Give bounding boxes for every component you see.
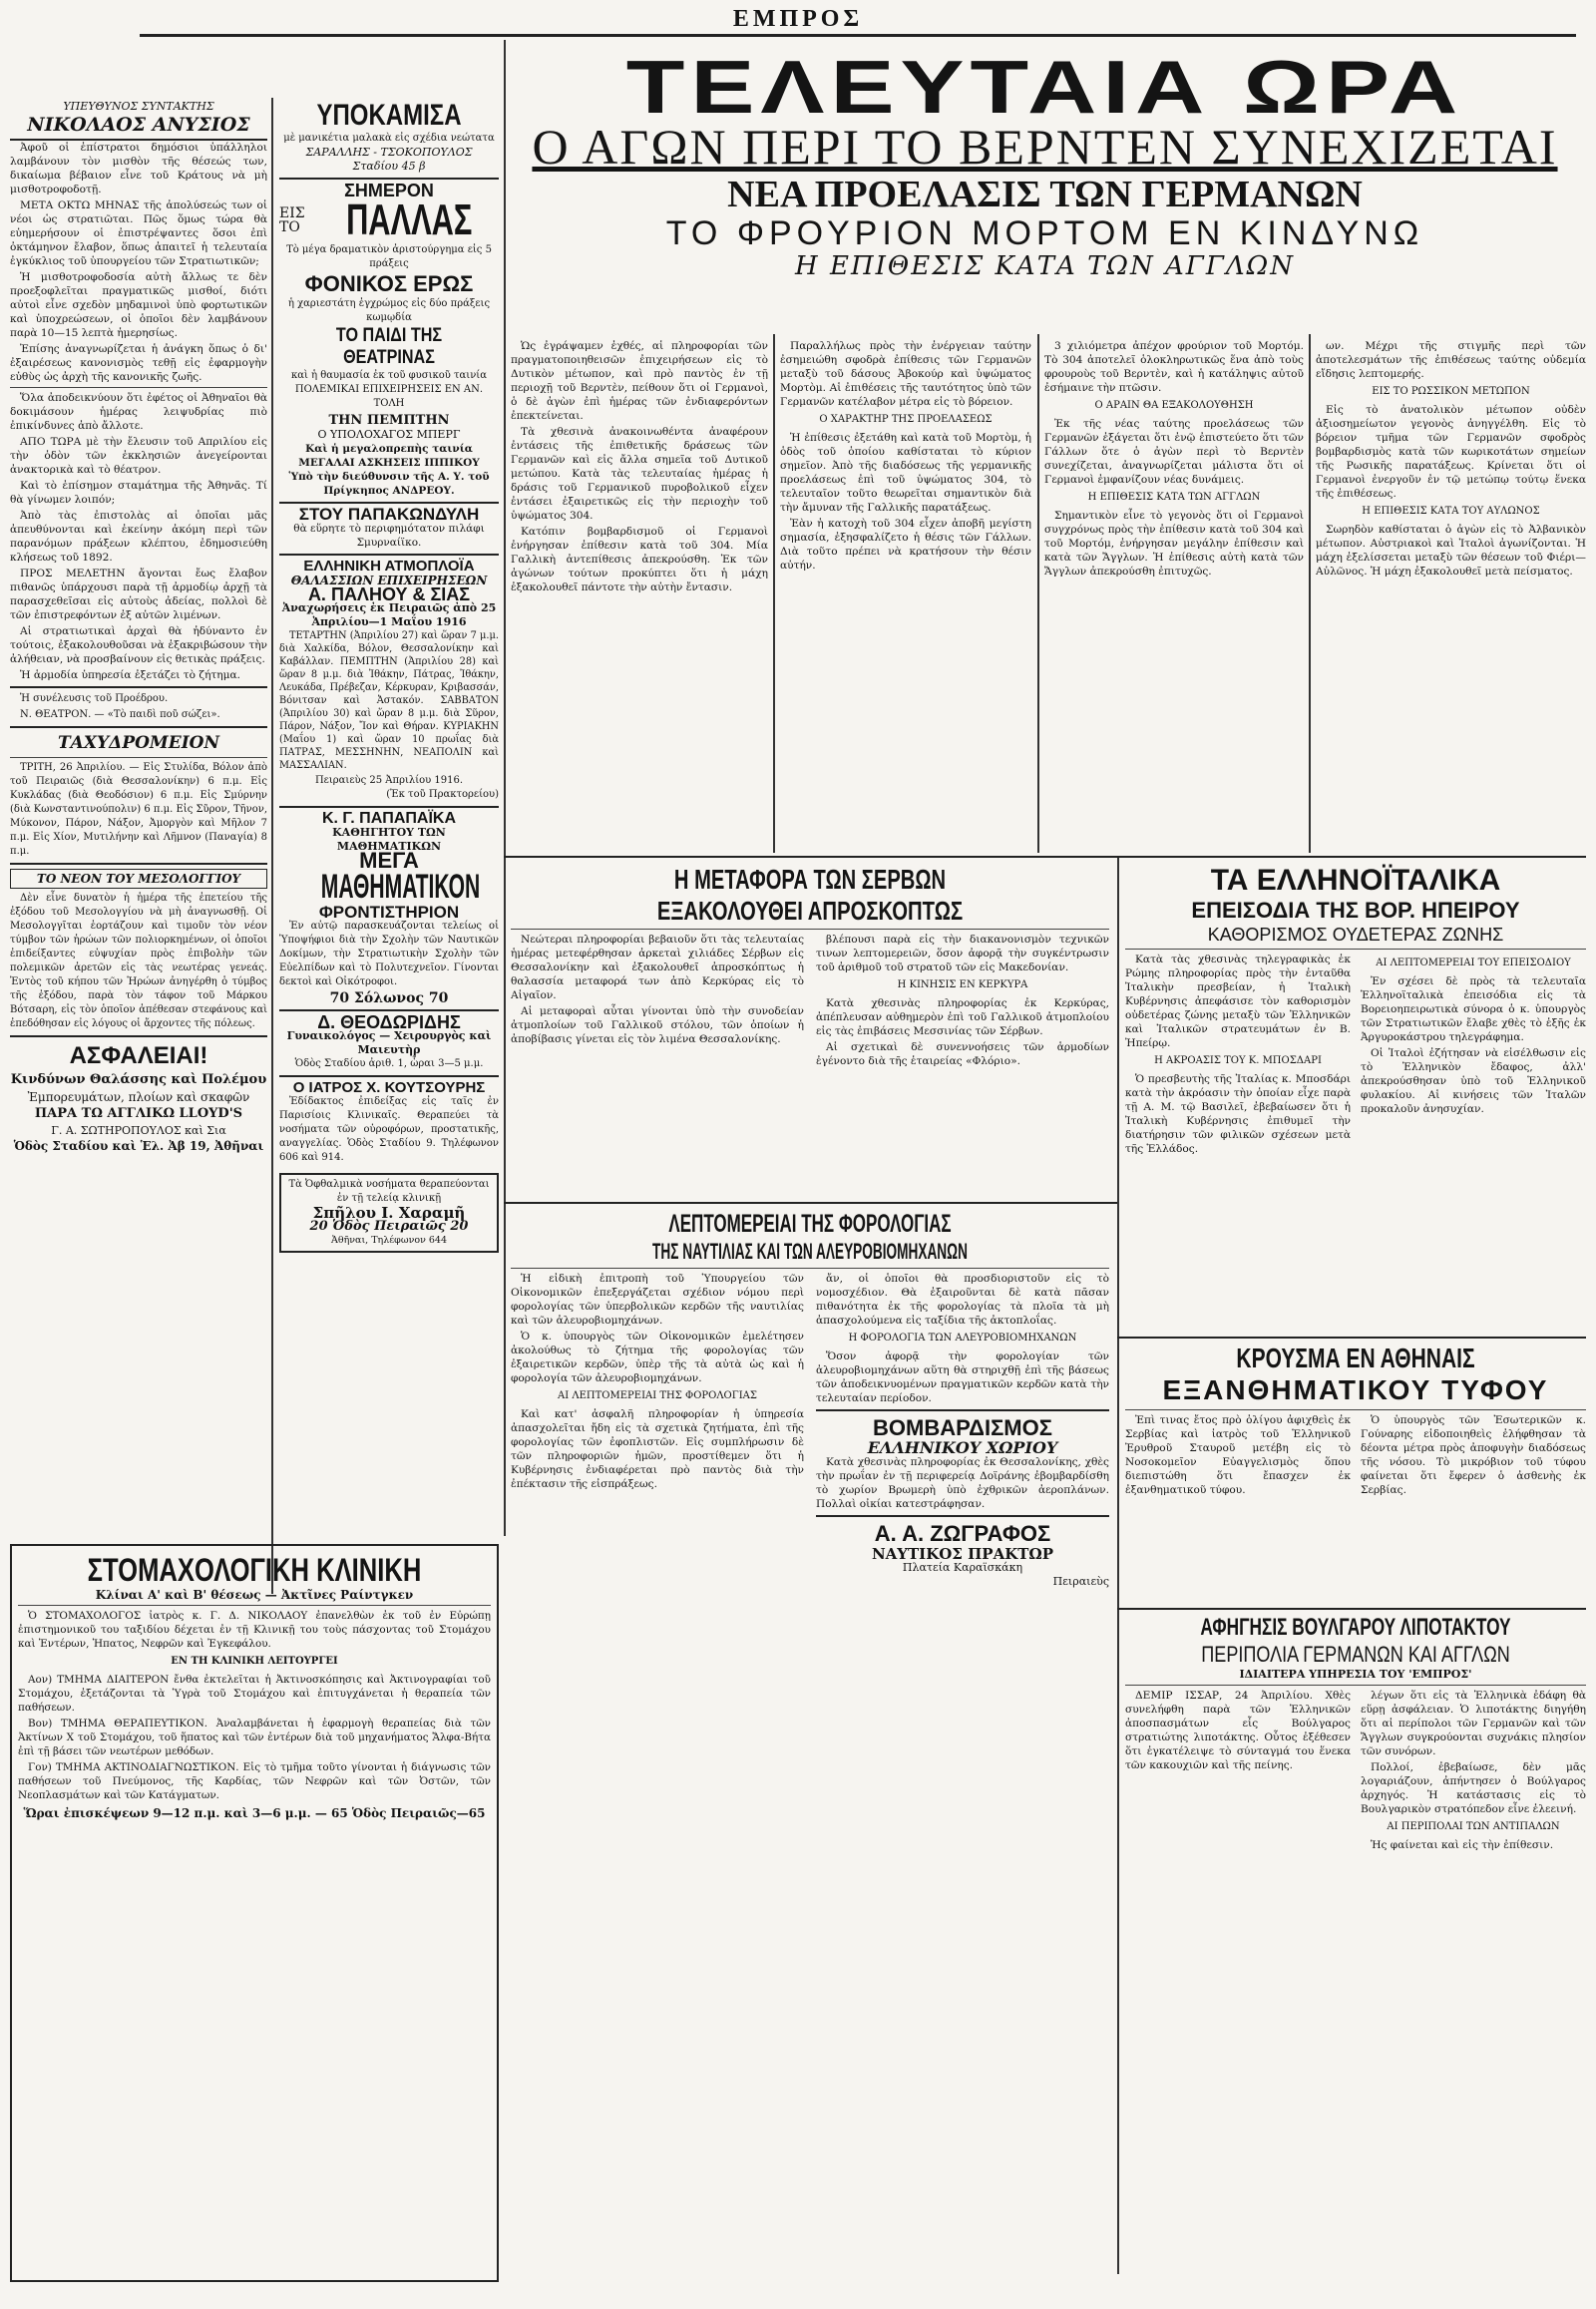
typhus-headline-1: ΚΡΟΥΣΜΑ ΕΝ ΑΘΗΝΑΙΣ <box>1236 1343 1475 1373</box>
thursday-sub: Ο ΥΠΟΛΟΧΑΓΟΣ ΜΠΕΡΓ <box>317 428 461 441</box>
divider <box>279 1075 499 1077</box>
agent-city: Πειραιεὺς <box>1052 1575 1109 1588</box>
math-big: ΜΑΘΗΜΑΤΙΚΟΝ <box>320 868 481 906</box>
subheading: Η ΑΚΡΟΑΣΙΣ ΤΟΥ Κ. ΜΠΟΣΔΑΡΙ <box>1154 1055 1322 1066</box>
insurance-line: ΠΑΡΑ ΤΩ ΑΓΓΛΙΚΩ LLOYD'S <box>34 1106 243 1121</box>
serb-col <box>816 933 1109 1070</box>
shipping-date: Πειραιεὺς 25 Ἀπριλίου 1916. <box>314 775 464 786</box>
epirus-article <box>1125 864 1586 1333</box>
doctor-addr: Ὁδὸς Σταδίου ἀριθ. 1, ὧραι 3—5 μ.μ. <box>294 1058 484 1069</box>
serb-headline-1: Η ΜΕΤΑΦΟΡΑ ΤΩΝ ΣΕΡΒΩΝ <box>673 864 947 895</box>
pallas-sub: Τὸ μέγα δραματικὸν ἀριστούργημα εἰς 5 πράξεις <box>286 244 492 269</box>
paragraph: Αἱ σχετικαὶ δὲ συνεννοήσεις τῶν ἁρμοδίων ἐγένοντο διὰ τῆς ἑταιρείας «Φλόριο». <box>816 1041 1109 1067</box>
typhus-article <box>1125 1343 1586 1602</box>
headline-agon: Ο ΑΓΩΝ ΠΕΡΙ ΤΟ ΒΕΡΝΤΕΝ ΣΥΝΕΧΙΖΕΤΑΙ <box>532 119 1558 175</box>
film-title: ΤΟ ΠΑΙΔΙ ΤΗΣ ΘΕΑΤΡΙΝΑΣ <box>335 325 443 368</box>
subheading: Η ΕΠΙΘΕΣΙΣ ΚΑΤΑ ΤΟΥ ΑΥΛΩΝΟΣ <box>1362 506 1540 517</box>
divider <box>18 1605 491 1606</box>
paragraph: Ὅσον ἀφορᾷ τὴν φορολογίαν τῶν ἀλευροβιομηχάνων αὕτη θὰ στηριχθῇ ἐπὶ τῆς βάσεως τῶν ἀποδεικνυομένων πραγματικῶν κερδῶν κατὰ τὴν τελευταίαν περίοδον. <box>816 1350 1109 1404</box>
eye-line: Σπῆλου Ι. Χαραμῆ <box>312 1204 466 1222</box>
divider <box>1125 1685 1586 1686</box>
epirus-body <box>1125 953 1586 1158</box>
shipping-title: ΕΛΛΗΝΙΚΗ ΑΤΜΟΠΛΟΪΑ <box>303 558 475 575</box>
eye-line: Ἀθῆναι, Τηλέφωνον 644 <box>330 1235 448 1246</box>
doctor-text: Ἐδίδακτος ἐπιδείξας εἰς ταῖς ἐν Παρισίοις Κλινικαῖς. Θεραπεύει τὰ νοσήματα τῶν οὐροφόρων, προστατικῆς, αναγγελίας. Ὁδὸς Σταδίου 9. Τηλέφωνον 606 καὶ 914. <box>279 1096 499 1163</box>
agent-name: Α. Α. ΖΩΓΡΑΦΟΣ <box>874 1521 1051 1546</box>
divider <box>10 1035 267 1037</box>
headline-frourion: ΤΟ ΦΡΟΥΡΙΟΝ ΜΟΡΤΟΜ ΕΝ ΚΙΝΔΥΝΩ <box>665 214 1424 252</box>
paragraph: Ἐπὶ τινας ἔτος πρὸ ὀλίγου ἀφιχθεὶς ἐκ Σερβίας καὶ ἰατρὸς τοῦ Ἑλληνικοῦ Ἐρυθροῦ Σταυροῦ μετέβη εἰς τὸ Νοσοκομεῖον Εὐαγγελισμὸς ὅπου διεπιστώθη ὅτι ἔπασχεν ἐκ ἐξανθηματικοῦ τύφου. <box>1125 1414 1351 1496</box>
divider <box>511 929 1109 930</box>
headline-teleutaia: ΤΕΛΕΥΤΑΙΑ ΩΡΑ <box>625 45 1464 130</box>
epirus-headline-3: ΚΑΘΟΡΙΣΜΟΣ ΟΥΔΕΤΕΡΑΣ ΖΩΝΗΣ <box>1207 925 1504 945</box>
typhus-headline-2: ΕΞΑΝΘΗΜΑΤΙΚΟΥ ΤΥΦΟΥ <box>1162 1374 1549 1405</box>
serb-headline-2: ΕΞΑΚΟΛΟΥΘΕΙ ΑΠΡΟΣΚΟΠΤΩΣ <box>656 896 964 926</box>
bulgar-col <box>1361 1689 1586 1854</box>
film-sub: ἡ χαριεστάτη ἐγχρώμος εἰς δύο πράξεις κωμῳδία <box>287 298 491 323</box>
bulgar-headline-3: ΙΔΙΑΙΤΕΡΑ ΥΠΗΡΕΣΙΑ ΤΟΥ 'ΕΜΠΡΟΣ' <box>1239 1668 1472 1681</box>
eye-line: 20 Ὁδὸς Πειραιῶς 20 <box>309 1219 469 1234</box>
paragraph: Ὁ πρεσβευτὴς τῆς Ἰταλίας κ. Μποσδάρι κατὰ τὴν ἀκρόασιν τὴν ὁποίαν εἶχε παρὰ τῇ Α. Μ. τῷ Βασιλεῖ, ἐβεβαίωσεν ὅτι ἡ Ἰταλικὴ Κυβέρνησις ἐπιθυμεῖ τὴν διατήρησιν τῶν φιλικῶν σχέσεων μετὰ τῆς Ἑλλάδος. <box>1125 1073 1351 1155</box>
shipping-dates: Ἀναχωρήσεις ἐκ Πειραιῶς ἀπὸ 25 Ἀπριλίου—1 Μαΐου 1916 <box>281 601 497 628</box>
paragraph: ΑΠΟ ΤΩΡΑ μὲ τὴν ἔλευσιν τοῦ Απριλίου εἰς τὴν ὁδὸν τῶν ἐκκλησιῶν ἀνεγείρονται ἀνακτορικὰ καὶ τὸ θέατρον. <box>10 436 267 476</box>
clinic-ad <box>10 1544 499 2282</box>
subheading: ΑΙ ΠΕΡΙΠΟΛΑΙ ΤΩΝ ΑΝΤΙΠΑΛΩΝ <box>1387 1821 1560 1832</box>
math-mega: ΜΕΓΑ <box>359 848 419 873</box>
subheading: Η ΕΠΙΘΕΣΙΣ ΚΑΤΑ ΤΩΝ ΑΓΓΛΩΝ <box>1087 492 1261 503</box>
bulgar-body <box>1125 1689 1586 1854</box>
bomb-headline-2: ΕΛΛΗΝΙΚΟΥ ΧΩΡΙΟΥ <box>867 1438 1058 1457</box>
divider <box>10 726 267 728</box>
paragraph: Ἡ μισθοτροφοδοσία αὐτὴ ἄλλως τε δὲν προεξοφλεῖται πραγματικῶς μισθοί, διότι αὐτοὶ εἶνε σχεδὸν μηδαμινοὶ ὑπὸ φορτωτικῶν καὶ ὑποχρεώσεων, οἱ ὁποῖοι δὲν λαμβάνουν παρὰ 10—15 λεπτὰ ἡμερησίως. <box>10 271 267 339</box>
math-name: Κ. Γ. ΠΑΠΑΠΑΪΚΑ <box>321 810 457 827</box>
bulgar-headline-2: ΠΕΡΙΠΟΛΙΑ ΓΕΡΜΑΝΩΝ ΚΑΙ ΑΓΓΛΩΝ <box>1201 1642 1510 1667</box>
restaurant-title: ΣΤΟΥ ΠΑΠΑΚΩΝΔΥΛΗ <box>298 505 480 524</box>
clinic-text: Γον) ΤΜΗΜΑ ΑΚΤΙΝΟΔΙΑΓΝΩΣΤΙΚΟΝ. Εἰς τὸ τμῆμα τοῦτο γίνονται ἡ διάγνωσις τῶν παθήσεων τοῦ Πνεύμονος, τῆς Καρδίας, τῶν Νεφρῶν καὶ τῶν Ὀστῶν, τῶν Νεοπλασμάτων καὶ τῶν Κατάγματων. <box>18 1761 491 1801</box>
ad-shirts-sub: μὲ μανικέτια μαλακὰ εἰς σχέδια νεώτατα <box>283 133 495 144</box>
paragraph: Νεώτεραι πληροφορίαι βεβαιοῦν ὅτι τὰς τελευταίας ἡμέρας μετεφέρθησαν ἀρκεταὶ χιλιάδες Σέρβων εἰς Θεσσαλονίκην καὶ ἐξακολουθεῖ ἀπροσκόπτως ἡ θαλασσία μεταφορά των ἀπὸ Κερκύρας εἰς τὸ Αἰγαῖον. <box>511 934 804 1001</box>
pallas-title: ΠΑΛΛΑΣ <box>345 195 472 244</box>
paragraph: ἄν, οἱ ὁποῖοι θὰ προσδιοριστοῦν εἰς τὸ νομοσχέδιον. Θὰ ἐξαιροῦνται δὲ κατὰ πᾶσαν πιθανότητα ἐκ τῆς φορολογίας τὰ πλοῖα τὰ μὴ ἀπασχολούμενα εἰς ταξίδια τῆς ἀκτοπλοΐας. <box>816 1273 1109 1327</box>
bulgar-col <box>1125 1689 1351 1854</box>
today-label: ΣΗΜΕΡΟΝ <box>344 181 434 200</box>
subheading: Ο ΑΡΑΙΝ ΘΑ ΕΞΑΚΟΛΟΥΘΗΣΗ <box>1094 400 1254 411</box>
epirus-headline-2: ΕΠΕΙΣΟΔΙΑ ΤΗΣ ΒΟΡ. ΗΠΕΙΡΟΥ <box>1191 898 1520 923</box>
paragraph: Κατὰ τὰς χθεσινὰς τηλεγραφικὰς ἐκ Ρώμης πληροφορίας πρὸς τὴν ἐνταῦθα Ἰταλικὴν πρεσβείαν, ἡ Ἰταλικὴ Κυβέρνησις ἀπεφάσισε τὸν καθορισμὸν οὐδετέρας ζώνης μεταξὺ τῶν Ἑλληνικῶν καὶ Ἰταλικῶν στρατευμάτων ἐν Β. Ἠπείρῳ. <box>1125 954 1351 1049</box>
paragraph: Κατὰ χθεσινὰς πληροφορίας ἐκ Κερκύρας, ἀπέπλευσαν αὐθημερὸν ἐπὶ τοῦ Γαλλικοῦ ἀτμοπλοίου εἰς τὰς ἐπιβάσεις Μεσσινίας τῶν Σέρβων. <box>816 997 1109 1037</box>
epirus-col <box>1361 953 1586 1158</box>
divider <box>816 1515 1109 1517</box>
meso-text: Δὲν εἶνε δυνατὸν ἡ ἡμέρα τῆς ἐπετείου τῆς ἐξόδου τοῦ Μεσολογγίου νὰ μὴ ἀναγνωσθῇ. Οἱ Μεσολογγῖται ἑορτάζουν καὶ τιμοῦν τὸν νέον τύμβον τῶν ἡρώων τῶν πολιορκημένων, οἱ ὁποῖοι ἐπιδείξαντες εὐψυχίαν πρὸς ἐπιβολὴν τῶν πολεμικῶν ἀρετῶν εἰς τὰς νεωτέρας γενεάς. Ἐντὸς τοῦ κήπου τῶν Ἡρώων ἀνηγέρθη ὁ τύμβος τῆς ἐξόδου, παρὰ τὸν τάφον τοῦ Μάρκου Βότσαρη, εἰς τὸν ὁποῖον ἀπέθεσαν στεφάνους καὶ ἐπεδόθησαν εἰς λόγους οἱ ἄρχοντες τῆς πόλεως. <box>10 893 267 1029</box>
column-rule <box>1117 858 1119 2274</box>
pallas-row <box>279 197 499 243</box>
section-rule <box>1117 1337 1586 1339</box>
post-text: ΤΡΙΤΗ, 26 Ἀπριλίου. — Εἰς Στυλίδα, Βόλον ἀπὸ τοῦ Πειραιῶς (διὰ Θεσσαλονίκην) 6 π.μ. Εἰς Κυκλάδας (διὰ Θεοδόσιον) 6 π.μ. Εἰς Σμύρνην (διὰ Κωνσταντινούπολιν) 6 π.μ. Εἰς Σῦρον, Τῆνον, Μύκονον, Πάρον, Νάξον, Ἀμοργὸν καὶ Μῆλον 7 π.μ. Εἰς Χίον, Μυτιλήνην καὶ Λῆμνον (Παναγία) 8 π.μ. <box>10 762 267 857</box>
eye-clinic-box <box>279 1173 499 1253</box>
paragraph: Ἡ ἐπίθεσις ἐξετάθη καὶ κατὰ τοῦ Μορτὸμ, ἡ ὁδὸς τοῦ ὁποίου καθίσταται τὸ κύριον σημεῖον. Ἀπὸ τῆς διαδόσεως τῆς γερμανικῆς προελάσεως ἐπὶ τοῦ ὑψώματος 304, τὸ τελευταῖον τοῦτο θεωρεῖται σημαντικὸν διὰ τὴν ἄμυναν τῆς Γαλλικῆς παρατάξεως. <box>780 432 1031 514</box>
lead-col-1 <box>511 339 768 848</box>
divider <box>10 757 267 758</box>
shipping-company: Α. ΠΑΛΗΟΥ & ΣΙΑΣ <box>307 584 471 604</box>
paragraph: Σημαντικὸν εἶνε τὸ γεγονὸς ὅτι οἱ Γερμανοὶ συγχρόνως πρὸς τὴν ἐπίθεσιν κατὰ τοῦ 304 καὶ τοῦ Μορτόμ, ἐνήργησαν μεγάλην ἐπίθεσιν καὶ κατὰ τῶν Ἄγγλων. Ἡ ἐπίθεσις αὐτὴ κατὰ τῶν Ἄγγλων ἀπεκρούσθη ἐπιτυχῶς. <box>1044 510 1304 577</box>
clinic-title: ΣΤΟΜΑΧΟΛΟΓΙΚΗ ΚΛΙΝΙΚΗ <box>87 1552 422 1588</box>
paragraph: Ἀφοῦ οἱ ἐπίστρατοι δημόσιοι ὑπάλληλοι λαμβάνουν τὸν μισθὸν τῆς θέσεώς των, δικαίωμα βέβαιον εἶνε τοῦ Κράτους νὰ μὴ μισθοτροφοδοτῇ. <box>10 142 267 195</box>
thursday-sub: Καὶ ἡ μεγαλοπρεπὴς ταινία ΜΕΓΑΛΑΙ ΑΣΚΗΣΕΙΣ ΙΠΠΙΚΟΥ <box>298 443 480 469</box>
math-fr: ΦΡΟΝΤΙΣΤΗΡΙΟΝ <box>318 903 460 922</box>
paragraph: ων. Μέχρι τῆς στιγμῆς περὶ τῶν ἀποτελεσμάτων τῆς ἐπιθέσεως ταύτης οὐδεμία εἴδησις λεπτομερής. <box>1316 340 1586 380</box>
paragraph: Παραλλήλως πρὸς τὴν ἐνέργειαν ταύτην ἐσημειώθη σφοδρὰ ἐπίθεσις τῶν Γερμανῶν μεταξὺ τοῦ δάσους Ἀβοκούρ καὶ ὑψώματος Μορτὸμ. Αἱ ἐπιθέσεις τῆς ταυτότητος ὑπὸ τῶν Γερμανῶν κατέλαβον μέτρα εἰς τὸ βόρειον. <box>780 340 1031 408</box>
lead-col-2 <box>780 339 1031 848</box>
paragraph: Ὅλα ἀποδεικνύουν ὅτι ἐφέτος οἱ Ἀθηναῖοι θὰ δοκιμάσουν ἡμέρας λειψυδρίας πιὸ ἐπικίνδυνες ἀπὸ ἄλλοτε. <box>10 392 267 432</box>
paragraph: Αἱ μεταφοραὶ αὗται γίνονται ὑπὸ τὴν συνοδείαν ἀτμοπλοίων τοῦ Γαλλικοῦ στόλου, τῶν ὁποίων ἡ ἀποβίβασις γίνεται εἰς τὸν λιμένα Θεσσαλονίκης. <box>511 1005 804 1045</box>
paragraph: Ἐν σχέσει δὲ πρὸς τὰ τελευταῖα Ἑλληνοϊταλικὰ ἐπεισόδια εἰς τὰ Βορειοηπειρωτικὰ σύνορα ὁ κ. ὑπουργὸς τῶν Στρατιωτικῶν ἔλαβε χθὲς τὸ ἑξῆς ἐκ Ἀργυροκάστρου τηλεγράφημα. <box>1361 975 1586 1043</box>
paragraph: Τὰ χθεσινὰ ἀνακοινωθέντα ἀναφέρουν ἐντάσεις τῆς ἐπιθετικῆς δράσεως τῶν Γερμανῶν καὶ εἰς ἄλλα σημεῖα τοῦ Δυτικοῦ μετώπου. Κατὰ τὰς τελευταίας ἡμέρας ἡ δράσις τοῦ Γερμανικοῦ πυροβολικοῦ εἶχεν ἐντάσει ἐξαιρετικῶς εἰς τὴν περιοχὴν τοῦ ὑψώματος 304. <box>511 426 768 522</box>
typhus-body <box>1125 1413 1586 1499</box>
divider <box>1125 1409 1586 1410</box>
paragraph: Ὁ κ. ὑπουργὸς τῶν Οἰκονομικῶν ἐμελέτησεν ἀκολούθως τὸ ζήτημα τῆς φορολογίας τῶν ἐξαιρετικῶν κερδῶν, ὑπὲρ τῆς τὰ αὐτὰ ὡς καὶ ἡ φορολογία τῶν ἀλευροβιομηχάνων. <box>511 1331 804 1384</box>
lead-col-4 <box>1316 339 1586 848</box>
paragraph: ΜΕΤΑ ΟΚΤΩ ΜΗΝΑΣ τῆς ἀπολύσεώς των οἱ νέοι ὡς στρατιῶται. Πῶς ὅμως τώρα θὰ εὐημερήσουν οἱ ἐπιστρέψαντες ὅσοι ἐπὶ ὀκτάμηνον ἔλαβον, ὅπως ἀπαιτεῖ ἡ τελευταία ἐγκύκλιος τοῦ ὑπουργείου τῶν Στρατιωτικῶν; <box>10 199 267 267</box>
column-rule <box>773 334 775 853</box>
insurance-line: Ὁδὸς Σταδίου καὶ Ἑλ. Ἀβ 19, Ἀθῆναι <box>13 1139 264 1153</box>
paragraph: ΔΕΜΙΡ ΙΣΣΑΡ, 24 Ἀπριλίου. Χθὲς συνελήφθη παρὰ τῶν Ἑλληνικῶν ἀποσπασμάτων εἷς Βούλγαρος στρατιώτης λιποτάκτης. Οὗτος ἐξέθεσεν ὅτι ἐγκατέλειψε τὸ σύνταγμά του ἕνεκα τῶν κακουχιῶν καὶ τῆς πείνης. <box>1125 1690 1351 1771</box>
paragraph: Εἰς τὸ ἀνατολικὸν μέτωπον οὐδὲν ἀξιοσημείωτον γεγονὸς ἀνηγγέλθη. Εἰς τὸ βόρειον τμῆμα τῶν Γερμανῶν σφοδρὸς βομβαρδισμὸς κατὰ τῶν κωρικοτάτων σημείων τῆς Ρωσικῆς παρατάξεως. Κρίνεται ὅτι οἱ Γερμανοὶ ἐνεργοῦν ἐν τῷ μετώπῳ τούτῳ ἕνεκα τῆς ἐπιθέσεως. <box>1316 404 1586 500</box>
bulgar-headline-1: ΑΦΗΓΗΣΙΣ ΒΟΥΛΓΑΡΟΥ ΛΙΠΟΤΑΚΤΟΥ <box>1200 1614 1511 1641</box>
insurance-title: ΑΣΦΑΛΕΙΑΙ! <box>69 1042 208 1069</box>
paragraph: Ἐπίσης ἀναγνωρίζεται ἡ ἀνάγκη ὅπως ὁ δι' ἐξαιρέσεως κανονισμὸς τεθῇ εἰς ἐφαρμογὴν εὐθὺς ὡς ἀρχὴ τῆς κανονικῆς ζωῆς. <box>10 343 267 383</box>
epirus-col <box>1125 953 1351 1158</box>
divider <box>10 387 267 388</box>
serb-body <box>511 933 1109 1070</box>
paragraph: Οἱ Ἰταλοὶ ἐζήτησαν νὰ εἰσέλθωσιν εἰς τὸ Ἑλληνικὸν ἔδαφος, ἀλλ' ἀπεκρούσθησαν ὑπὸ τοῦ Ἑλληνικοῦ φυλακίου. Αἱ κινήσεις τῶν Ἰταλῶν προκαλοῦν ἀνησυχίαν. <box>1361 1047 1586 1115</box>
lead-col-3 <box>1044 339 1304 848</box>
paragraph: Κατὰ χθεσινὰς πληροφορίας ἐκ Θεσσαλονίκης, χθὲς τὴν πρωΐαν ἐν τῇ περιφερείᾳ Δοϊράνης ἐβομβαρδίσθη τὸ χωρίον Βρωμερὴ ὑπὸ ἐχθρικῶν ἀεροπλάνων. Πολλαὶ οἰκίαι κατεστράφησαν. <box>816 1456 1109 1510</box>
paragraph: Καὶ τὸ ἐπίσημον σταμάτημα τῆς Ἀθηνᾶς. Τί θὰ γίνωμεν λοιπόν; <box>10 480 267 506</box>
subheading: ΕΝ ΤΗ ΚΛΙΝΙΚΗ ΛΕΙΤΟΥΡΓΕΙ <box>171 1656 338 1667</box>
subheading: Ο ΧΑΡΑΚΤΗΡ ΤΗΣ ΠΡΟΕΛΑΣΕΩΣ <box>819 414 993 425</box>
section-rule <box>504 856 1586 858</box>
ad-shirts-title: ΥΠΟΚΑΜΙΣΑ <box>316 100 462 132</box>
paragraph: Ἡ ἁρμοδία ὑπηρεσία ἐξετάζει τὸ ζήτημα. <box>20 669 241 681</box>
tax-col <box>511 1272 804 1589</box>
paragraph: Ὁ ὑπουργὸς τῶν Ἐσωτερικῶν κ. Γούναρης εἰδοποιηθεὶς ἐλήφθησαν τὰ δέοντα μέτρα πρὸς ἀποφυγὴν διαδόσεως τῆς νόσου. Τὸ μικρόβιον τοῦ τύφου φαίνεται ὅτι ἔφερεν ὁ ἀσθενὴς ἐκ Σερβίας. <box>1361 1414 1586 1496</box>
divider <box>816 1409 1109 1411</box>
typhus-col <box>1361 1413 1586 1499</box>
thursday-label: ΤΗΝ ΠΕΜΠΤΗΝ <box>328 413 450 428</box>
paragraph: Καὶ κατ' ἀσφαλῆ πληροφορίαν ἡ ὑπηρεσία ἀπασχολεῖται ἤδη εἰς τὰ σχετικὰ ζητήματα, ἐπὶ τῆς φορολογίας τῶν ἐφοπλιστῶν. Εἰς συμπλήρωσιν δὲ τῶν πληροφοριῶν ἡμῶν, προστίθεμεν ὅτι ἡ Κυβέρνησις ἐνδιαφέρεται πρὸ παντὸς διὰ τὴν ἐπέκτασιν τῆς εἰσπράξεως. <box>511 1408 804 1490</box>
tax-article <box>511 1209 1109 2286</box>
divider <box>279 806 499 808</box>
column-1 <box>10 100 267 1566</box>
divider <box>10 863 267 865</box>
insurance-line: Κινδύνων Θαλάσσης καὶ Πολέμου <box>10 1072 267 1087</box>
subheading: Η ΚΙΝΗΣΙΣ ΕΝ ΚΕΡΚΥΡΑ <box>897 979 1028 990</box>
doctor-sub: Γυναικολόγος — Χειρουργὸς καὶ Μαιευτὴρ <box>286 1029 492 1056</box>
doctor-name: Ο ΙΑΤΡΟΣ Χ. ΚΟΥΤΣΟΥΡΗΣ <box>292 1079 486 1096</box>
tax-headline-2: ΤΗΣ ΝΑΥΤΙΛΙΑΣ ΚΑΙ ΤΩΝ ΑΛΕΥΡΟΒΙΟΜΗΧΑΝΩΝ <box>652 1239 968 1264</box>
paragraph: Αἱ στρατιωτικαὶ ἀρχαὶ θὰ ἠδύναντο ἐν τούτοις, ἐξακολουθοῦσαι νὰ ἐξακριβώσουν τὴν ἀλήθειαν, νὰ προσβαίνουν εἰς θετικὰς πράξεις. <box>10 625 267 665</box>
paragraph: Ἀπὸ τὰς ἐπιστολὰς αἱ ὁποῖαι μᾶς ἀπευθύνονται καὶ ἐκείνην ἀκόμη περὶ τῶν παρανόμων πράξεων κλέπτου, ἐδημοσιεύθη κλήσεως τοῦ 1892. <box>10 510 267 564</box>
post-title: ΤΑΧΥΔΡΟΜΕΙΟΝ <box>57 733 220 753</box>
divider <box>1125 949 1586 950</box>
math-addr: 70 Σόλωνος 70 <box>329 990 449 1006</box>
agent-role: ΝΑΥΤΙΚΟΣ ΠΡΑΚΤΩΡ <box>871 1545 1054 1563</box>
column-rule <box>271 98 273 1594</box>
bulgar-article <box>1125 1614 1586 2282</box>
column-rule <box>1037 334 1039 853</box>
clinic-text: Ὁ ΣΤΟΜΑΧΟΛΟΓΟΣ ἰατρὸς κ. Γ. Δ. ΝΙΚΟΛΑΟΥ ἐπανελθὼν ἐκ τοῦ ἐν Εὐρώπῃ ἐπιστημονικοῦ του ταξιδίου δέχεται ἐν τῇ Κλινικῇ του τοὺς πάσχοντας τοῦ Στομάχου καὶ Ἐντέρων, Ἡπατος, Νεφρῶν καὶ Ἐγκεφάλου. <box>18 1610 491 1650</box>
column-2-ads <box>279 100 499 1536</box>
divider <box>279 178 499 180</box>
divider <box>279 1009 499 1011</box>
clinic-text: Αον) ΤΜΗΜΑ ΔΙΑΙΤΕΡΟΝ ἔνθα ἐκτελεῖται ἡ Ἀκτινοσκόπησις καὶ Ἀκτινογραφίαι τοῦ Στομάχου, ἐξετάζονται τὰ Ὑγρὰ τοῦ Στομάχου καὶ ἐπιτυγχάνεται ἡ θεραπεία τῶν παθήσεων. <box>18 1674 491 1714</box>
insurance-line: Ἐμπορευμάτων, πλοίων καὶ σκαφῶν <box>27 1090 250 1104</box>
clinic-addr: Ὥραι ἐπισκέψεων 9—12 π.μ. καὶ 3—6 μ.μ. — 65 Ὁδὸς Πειραιῶς—65 <box>23 1806 486 1820</box>
eis-to: ΕΙΣ ΤΟ <box>279 205 305 235</box>
typhus-col <box>1125 1413 1351 1499</box>
clinic-sub: Κλίναι Α' καὶ Β' θέσεως — Ἀκτῖνες Ραίντγκεν <box>95 1588 414 1602</box>
agent-addr: Πλατεία Καραϊσκάκη <box>902 1561 1023 1574</box>
ad-shirts-shop: ΣΑΡΑΛΛΗΣ - ΤΣΟΚΟΠΟΥΛΟΣ <box>305 146 473 159</box>
headline-epithesis: Η ΕΠΙΘΕΣΙΣ ΚΑΤΑ ΤΩΝ ΑΓΓΛΩΝ <box>795 251 1295 281</box>
eye-line: Τὰ Ὀφθαλμικὰ νοσήματα θεραπεύονται ἐν τῇ τελείᾳ κλινικῇ <box>288 1179 490 1204</box>
paragraph: Κατόπιν βομβαρδισμοῦ οἱ Γερμανοὶ ἐνήργησαν ἐπίθεσιν κατὰ τοῦ 304. Μία Γαλλικὴ ἀντεπίθεσις ἀπεκρούσθη. Ἐκ τῶν ἀγώνων τούτων προκύπτει ὅτι ἡ μάχη ἐξακολουθεῖ πάντοτε τὴν αὐτὴν ἔντασιν. <box>511 526 768 593</box>
shipping-text: ΤΕΤΑΡΤΗΝ (Ἀπριλίου 27) καὶ ὥραν 7 μ.μ. διὰ Χαλκίδα, Βόλον, Θεσσαλονίκην καὶ Καβάλλαν. ΠΕΜΠΤΗΝ (Ἀπριλίου 28) καὶ ὥραν 8 μ.μ. διὰ Ἰθάκην, Πάτρας, Ἰθάκην, Λευκάδα, Πρέβεζαν, Κέρκυραν, Κριβασσάν, Βόνιτσαν καὶ Ἀστακόν. ΣΑΒΒΑΤΟΝ (Ἀπριλίου 30) καὶ ὥραν 8 μ.μ. διὰ Σῦρον, Πάρον, Νάξον, Ἴον καὶ Θήραν. ΚΥΡΙΑΚΗΝ (Μαΐου 1) καὶ ὥραν 10 πρωΐας διὰ ΠΑΤΡΑΣ, ΜΕΣΣΗΝΗΝ, ΝΕΑΠΟΛΙΝ καὶ ΜΑΣΣΑΛΙΑΝ. <box>279 630 499 771</box>
epirus-headline-1: ΤΑ ΕΛΛΗΝΟΪΤΑΛΙΚΑ <box>1210 864 1501 897</box>
divider <box>279 502 499 504</box>
masthead: ΕΜΠΡΟΣ <box>732 6 864 32</box>
paragraph: Ἡς φαίνεται καὶ εἰς τὴν ἐπίθεσιν. <box>1371 1839 1554 1851</box>
paragraph: Ἐὰν ἡ κατοχὴ τοῦ 304 εἶχεν ἀποβῆ μεγίστη σημασία, ἐξησφαλίζετο ἡ θέσις τῶν Γάλλων. Διὰ τοῦτο πρέπει νὰ κρατήσουν τὴν θέσιν αὐτήν. <box>780 518 1031 572</box>
paragraph: 3 χιλιόμετρα ἀπέχον φρούριον τοῦ Μορτόμ. Τὸ 304 ἀποτελεῖ ὁλοκληρωτικῶς ἕνα ἀπὸ τοὺς φρουροὺς τοῦ Βερντὲν, καὶ ἡ κατάληψις αὐτοῦ ἐσήμαινε τὴν πτῶσιν. <box>1044 340 1304 394</box>
bomb-headline: ΒΟΜΒΑΡΔΙΣΜΟΣ <box>873 1415 1052 1440</box>
editor-name: ΝΙΚΟΛΑΟΣ ΑΝΥΣΙΟΣ <box>10 114 267 141</box>
ad-shirts-addr: Σταδίου 45 β <box>352 160 426 173</box>
divider <box>10 686 267 688</box>
note: Ν. ΘΕΑΤΡΟΝ. — «Τὸ παιδὶ ποῦ σώζει». <box>20 709 220 720</box>
shipping-sub: ΘΑΛΑΣΣΙΩΝ ΕΠΙΧΕΙΡΗΣΕΩΝ <box>290 574 488 587</box>
divider <box>511 1268 1109 1269</box>
paragraph: λέγων ὅτι εἰς τὰ Ἑλληνικὰ ἐδάφη θὰ εὕρῃ ἀσφάλειαν. Ὁ λιποτάκτης διηγήθη ὅτι αἱ περίπολοι τῶν Γερμανῶν καὶ τῶν Ἄγγλων συγκρούονται συχνάκις πλησίον τῶν συνόρων. <box>1361 1690 1586 1757</box>
column-rule <box>1309 334 1311 853</box>
restaurant-sub: θὰ εὕρητε τὸ περιφημότατον πιλάφι Σμυρναίϊκο. <box>293 523 485 549</box>
film-sub: καὶ ἡ θαυμασία ἐκ τοῦ φυσικοῦ ταινία ΠΟΛΕΜΙΚΑΙ ΕΠΙΧΕΙΡΗΣΕΙΣ ΕΝ ΑΝ. ΤΟΛΗ <box>291 370 487 409</box>
clinic-text: Βον) ΤΜΗΜΑ ΘΕΡΑΠΕΥΤΙΚΟΝ. Ἀναλαμβάνεται ἡ ἐφαρμογὴ θεραπείας διὰ τῶν Ἀκτίνων Χ τοῦ Στομάχου, τοῦ ἥπατος καὶ τῶν ἐντέρων διὰ τοῦ μηχανήματος Ἄλφα-Βήτα ἐπὶ τῇ βάσει τῶν νεωτέρων μεθόδων. <box>18 1718 491 1757</box>
note: Ἡ συνέλευσις τοῦ Προέδρου. <box>20 693 169 704</box>
headline-nea: ΝΕΑ ΠΡΟΕΛΑΣΙΣ ΤΩΝ ΓΕΡΜΑΝΩΝ <box>727 174 1363 215</box>
masthead-rule <box>140 34 1576 37</box>
tax-headline-1: ΛΕΠΤΟΜΕΡΕΙΑΙ ΤΗΣ ΦΟΡΟΛΟΓΙΑΣ <box>668 1210 952 1238</box>
thursday-sub: Ὑπὸ τὴν διεύθυνσιν τῆς Α. Υ. τοῦ Πρίγκηπος ΑΝΔΡΕΟΥ. <box>288 471 490 497</box>
meso-title: ΤΟ ΝΕΟΝ ΤΟΥ ΜΕΣΟΛΟΓΓΙΟΥ <box>10 869 267 889</box>
paragraph: Ἡ εἰδικὴ ἐπιτροπὴ τοῦ Ὑπουργείου τῶν Οἰκονομικῶν ἐπεξεργάζεται σχέδιον νόμου περὶ φορολογίας τῶν ὑπερβολικῶν κερδῶν τῆς ναυτιλίας καὶ τῶν ἀλευροβιομηχάνων. <box>511 1273 804 1327</box>
math-role: ΚΑΘΗΓΗΤΟΥ ΤΩΝ ΜΑΘΗΜΑΤΙΚΩΝ <box>332 826 446 853</box>
math-text: Ἐν αὐτῷ παρασκευάζονται τελείως οἱ Ὑποψήφιοι διὰ τὴν Σχολὴν τῶν Ναυτικῶν Δοκίμων, τὴν Στρατιωτικὴν Σχολὴν τῶν Εὐελπίδων καὶ τὸ Πολυτεχνεῖον. Γίνονται δεκτοὶ καὶ Οἰκότροφοι. <box>279 921 499 987</box>
doctor-name: Δ. ΘΕΟΔΩΡΙΔΗΣ <box>317 1012 461 1032</box>
tax-col <box>816 1272 1109 1589</box>
editor-label: ΥΠΕΥΘΥΝΟΣ ΣΥΝΤΑΚΤΗΣ <box>63 100 214 113</box>
paragraph: Σωρηδὸν καθίσταται ὁ ἀγὼν εἰς τὸ Ἀλβανικὸν μέτωπον. Αὐστριακοὶ καὶ Ἰταλοὶ ἀγωνίζονται. Ἡ μάχη ἐξελίσσεται μεταξὺ τῶν θέσεων τοῦ Φιέρι—Αὐλῶνος. Ἡ μάχη ἐξακολουθεῖ μετὰ πείσματος. <box>1316 524 1586 577</box>
subheading: ΑΙ ΛΕΠΤΟΜΕΡΕΙΑΙ ΤΗΣ ΦΟΡΟΛΟΓΙΑΣ <box>558 1390 757 1401</box>
paragraph: Πολλοί, ἐβεβαίωσε, δὲν μᾶς λογαριάζουν, ἀπήντησεν ὁ Βούλγαρος ἀρχηγός. Ἡ κατάστασις εἰς τὸ Βουλγαρικὸν στρατόπεδον εἶνε ἐλεεινή. <box>1361 1761 1586 1815</box>
subheading: Η ΦΟΡΟΛΟΓΙΑ ΤΩΝ ΑΛΕΥΡΟΒΙΟΜΗΧΑΝΩΝ <box>848 1333 1077 1344</box>
shipping-agent: (Ἐκ τοῦ Πρακτορείου) <box>386 789 499 800</box>
paragraph: Ὡς ἐγράψαμεν ἐχθές, αἱ πληροφορίαι τῶν πραγματοποιηθεισῶν ἐπιχειρήσεων εἰς τὸ Δυτικὸν μέτωπον, καὶ πρὸ παντὸς ἐν τῇ περιοχῇ τοῦ Βερντὲν, πείθουν ὅτι οἱ Γερμανοὶ, ὁ δὲ ἀγὼν ἐπὶ ἡμέρας τῶν ἐνδιαφερόντων ἐπεκτείνεται. <box>511 340 768 422</box>
paragraph: βλέπουσι παρὰ εἰς τὴν διακανονισμὸν τεχνικῶν τινων λεπτομερειῶν, ὅσον ἀφορᾷ τὴν συγκέντρωσιν τοῦ ἀριθμοῦ τοῦ στρατοῦ τῶν εἰς Μακεδονίαν. <box>816 934 1109 973</box>
paragraph: ΠΡΟΣ ΜΕΛΕΤΗΝ ἄγονται ἔως ἔλαβον πιθανῶς ὑπάρχουσι παρὰ τῇ ἀρμοδίῳ ἀρχῇ τὰ παρασχεθεῖσαι εἰς αὐτοὺς ἀδείας, πολλοὶ δὲ τῶν ἐπιστρεφόντων ἐξ αὐτῶν λιμένων. <box>10 568 267 621</box>
film-title: ΦΟΝΙΚΟΣ ΕΡΩΣ <box>304 271 474 296</box>
paragraph: Ἐκ τῆς νέας ταύτης προελάσεως τῶν Γερμανῶν ἐξάγεται ὅτι ἐνῷ ἐπιστεύετο ὅτι τῶν Γάλλων ὅτε ὁ ἀγὼν περὶ τὸ Βερντὲν συνεχίζεται, ἀναγνωρίζεται μάλιστα ὅτι οἱ Γερμανοὶ ἐμφανίζουν νέας δυνάμεις. <box>1044 418 1304 486</box>
serb-article <box>511 864 1109 1193</box>
divider <box>279 554 499 556</box>
subheading: ΑΙ ΛΕΠΤΟΜΕΡΕΙΑΙ ΤΟΥ ΕΠΕΙΣΟΔΙΟΥ <box>1376 958 1571 968</box>
section-rule <box>1117 1608 1586 1610</box>
tax-body <box>511 1272 1109 1589</box>
lead-headlines <box>504 40 1586 281</box>
section-rule <box>504 1202 1117 1204</box>
insurance-line: Γ. Α. ΣΩΤΗΡΟΠΟΥΛΟΣ καὶ Σια <box>51 1124 226 1137</box>
subheading: ΕΙΣ ΤΟ ΡΩΣΣΙΚΟΝ ΜΕΤΩΠΟΝ <box>1372 386 1530 397</box>
serb-col <box>511 933 804 1070</box>
